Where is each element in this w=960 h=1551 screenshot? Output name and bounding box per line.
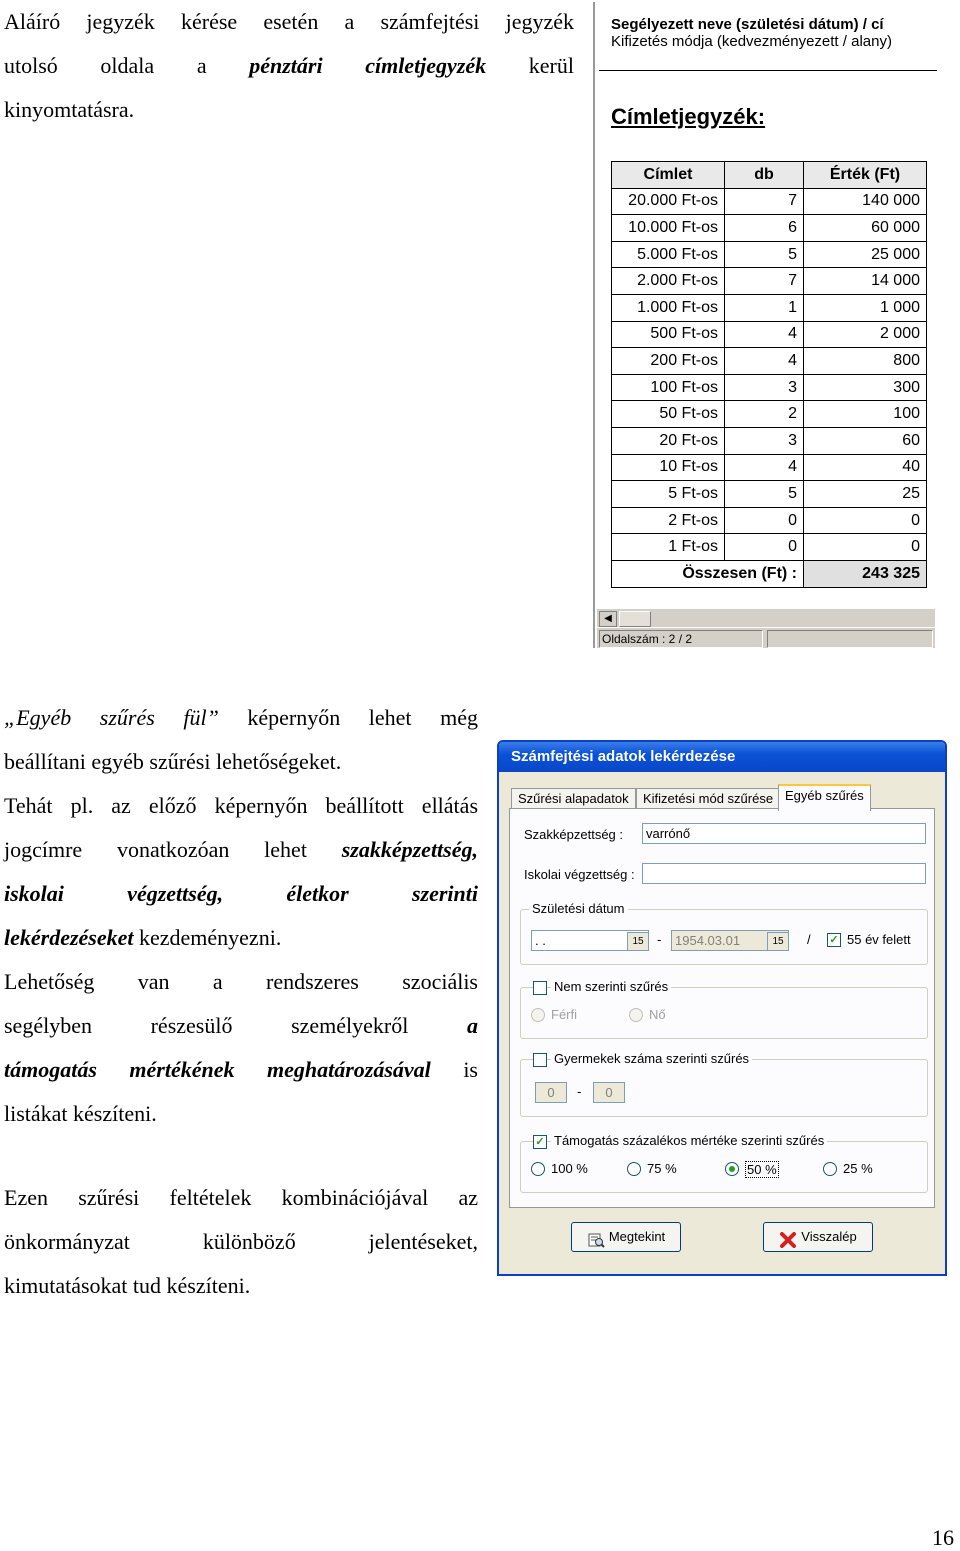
cell-cimlet: 1.000 Ft-os bbox=[612, 294, 725, 321]
cell-cimlet: 20 Ft-os bbox=[612, 427, 725, 454]
ferfi-label: Férfi bbox=[551, 1007, 577, 1022]
over55-label: 55 év felett bbox=[847, 932, 911, 947]
cell-cimlet: 10.000 Ft-os bbox=[612, 215, 725, 242]
tab-egyeb-szures[interactable]: Egyéb szűrés bbox=[778, 784, 871, 811]
report-header-line1: Segélyezett neve (születési dátum) / cí bbox=[611, 16, 884, 33]
cell-ertek: 60 000 bbox=[804, 215, 927, 242]
cell-db: 4 bbox=[725, 348, 804, 375]
filter-description-paragraph bbox=[4, 696, 478, 1136]
cell-db: 3 bbox=[725, 427, 804, 454]
cell-cimlet: 50 Ft-os bbox=[612, 401, 725, 428]
szakkepzettseg-label: Szakképzettség : bbox=[524, 827, 623, 842]
text-line: lekérdezéseket kezdeményezni. bbox=[4, 925, 282, 950]
table-header-row bbox=[612, 162, 927, 189]
cell-cimlet: 1 Ft-os bbox=[612, 534, 725, 561]
cell-ertek: 0 bbox=[804, 534, 927, 561]
cell-cimlet: 100 Ft-os bbox=[612, 374, 725, 401]
text-line: listákat készíteni. bbox=[4, 1101, 157, 1126]
cell-ertek: 800 bbox=[804, 348, 927, 375]
tab-panel-egyeb-szures bbox=[509, 808, 935, 1208]
szuletesi-datum-group bbox=[520, 901, 928, 965]
nem-szerinti-label: Nem szerinti szűrés bbox=[551, 979, 671, 994]
report-header-line2: Kifizetés módja (kedvezményezett / alany) bbox=[611, 33, 892, 50]
gyermek-to-input[interactable]: 0 bbox=[593, 1082, 625, 1103]
cell-db: 6 bbox=[725, 215, 804, 242]
cell-ertek: 140 000 bbox=[804, 188, 927, 215]
cell-ertek: 25 000 bbox=[804, 241, 927, 268]
table-row bbox=[612, 294, 927, 321]
text-line: utolsó oldala a pénztári címletjegyzék kerül bbox=[4, 53, 574, 78]
pct-25-radio[interactable] bbox=[823, 1162, 837, 1176]
table-row bbox=[612, 507, 927, 534]
cell-db: 3 bbox=[725, 374, 804, 401]
conclusion-paragraph bbox=[4, 1176, 478, 1308]
text-line: Ezen szűrési feltételek kombinációjával az bbox=[4, 1185, 478, 1210]
denomination-table bbox=[611, 161, 927, 588]
view-report-icon bbox=[587, 1230, 605, 1246]
table-row bbox=[612, 454, 927, 481]
text-line: önkormányzat különböző jelentéseket, bbox=[4, 1229, 478, 1254]
text-line: iskolai végzettség, életkor szerinti bbox=[4, 881, 478, 906]
text-line: Lehetőség van a rendszeres szociális bbox=[4, 969, 478, 994]
cell-cimlet: 2 Ft-os bbox=[612, 507, 725, 534]
szuletesi-datum-legend: Születési dátum bbox=[529, 901, 628, 916]
cell-cimlet: 20.000 Ft-os bbox=[612, 188, 725, 215]
visszalep-button[interactable] bbox=[763, 1222, 873, 1252]
table-row bbox=[612, 348, 927, 375]
horizontal-scrollbar[interactable] bbox=[597, 608, 935, 627]
cell-ertek: 60 bbox=[804, 427, 927, 454]
status-cell-empty bbox=[767, 630, 933, 648]
nem-szerinti-group bbox=[520, 979, 928, 1039]
tamogatas-group bbox=[520, 1133, 928, 1193]
tab-kifizetesi-mod-szurese[interactable]: Kifizetési mód szűrése bbox=[636, 788, 780, 809]
text-line: Tehát pl. az előző képernyőn beállított ellátás bbox=[4, 793, 478, 818]
no-radio[interactable] bbox=[629, 1008, 643, 1022]
pct-50-label: 50 % bbox=[747, 1162, 777, 1177]
radio-selected-dot bbox=[729, 1166, 735, 1172]
no-label: Nő bbox=[649, 1007, 666, 1022]
scrollbar-thumb[interactable] bbox=[619, 611, 651, 627]
text-line: jogcímre vonatkozóan lehet szakképzettség, bbox=[4, 837, 478, 862]
megtekint-button[interactable] bbox=[571, 1222, 681, 1252]
text-line: „Egyéb szűrés fül” képernyőn lehet még bbox=[4, 705, 478, 730]
cell-cimlet: 200 Ft-os bbox=[612, 348, 725, 375]
text-line: Aláíró jegyzék kérése esetén a számfejtési jegyzék bbox=[4, 9, 574, 34]
gyermekek-szama-label: Gyermekek száma szerinti szűrés bbox=[551, 1051, 752, 1066]
gyermek-range-separator: - bbox=[577, 1084, 582, 1099]
cimletjegyzek-report-screenshot bbox=[593, 2, 937, 648]
table-row bbox=[612, 241, 927, 268]
cell-ertek: 14 000 bbox=[804, 268, 927, 295]
table-row bbox=[612, 534, 927, 561]
slash-separator: / bbox=[807, 932, 811, 947]
date-from-input[interactable]: . . bbox=[531, 930, 649, 951]
table-row bbox=[612, 268, 927, 295]
cell-cimlet: 2.000 Ft-os bbox=[612, 268, 725, 295]
cell-ertek: 40 bbox=[804, 454, 927, 481]
text-line: kinyomtatásra. bbox=[4, 97, 135, 122]
cell-ertek: 25 bbox=[804, 481, 927, 508]
table-row bbox=[612, 401, 927, 428]
pct-75-label: 75 % bbox=[647, 1161, 677, 1176]
over55-checkbox[interactable]: ✓ bbox=[827, 933, 841, 947]
col-header-db: db bbox=[725, 162, 804, 189]
close-icon bbox=[779, 1230, 797, 1246]
iskolai-vegzettseg-input[interactable] bbox=[642, 863, 926, 884]
report-header bbox=[599, 10, 937, 71]
pct-100-label: 100 % bbox=[551, 1161, 588, 1176]
pct-100-radio[interactable] bbox=[531, 1162, 545, 1176]
pct-50-radio[interactable] bbox=[725, 1162, 739, 1176]
gyermekek-szama-checkbox[interactable] bbox=[533, 1053, 547, 1067]
table-row bbox=[612, 427, 927, 454]
table-row bbox=[612, 215, 927, 242]
cell-cimlet: 500 Ft-os bbox=[612, 321, 725, 348]
text-line: támogatás mértékének meghatározásával is bbox=[4, 1057, 478, 1082]
gyermek-from-input[interactable]: 0 bbox=[535, 1082, 567, 1103]
cell-ertek: 100 bbox=[804, 401, 927, 428]
szakkepzettseg-input[interactable]: varrónő bbox=[642, 823, 926, 844]
cell-db: 1 bbox=[725, 294, 804, 321]
ferfi-radio[interactable] bbox=[531, 1008, 545, 1022]
nem-szerinti-checkbox[interactable] bbox=[533, 981, 547, 995]
total-row bbox=[612, 560, 927, 587]
table-row bbox=[612, 481, 927, 508]
cell-ertek: 0 bbox=[804, 507, 927, 534]
col-header-ertek: Érték (Ft) bbox=[804, 162, 927, 189]
cell-cimlet: 5 Ft-os bbox=[612, 481, 725, 508]
tamogatas-checkbox[interactable]: ✓ bbox=[533, 1135, 547, 1149]
cell-ertek: 2 000 bbox=[804, 321, 927, 348]
status-bar bbox=[597, 628, 935, 648]
megtekint-label: Megtekint bbox=[608, 1229, 666, 1244]
cell-db: 5 bbox=[725, 241, 804, 268]
page-indicator: Oldalszám : 2 / 2 bbox=[599, 630, 763, 648]
cell-cimlet: 5.000 Ft-os bbox=[612, 241, 725, 268]
pct-75-radio[interactable] bbox=[627, 1162, 641, 1176]
tamogatas-label: Támogatás százalékos mértéke szerinti szűrés bbox=[551, 1133, 827, 1148]
table-row bbox=[612, 188, 927, 215]
text-line: segélyben részesülő személyekről a bbox=[4, 1013, 478, 1038]
table-row bbox=[612, 374, 927, 401]
dialog-title: Számfejtési adatok lekérdezése bbox=[499, 742, 945, 772]
iskolai-vegzettseg-label: Iskolai végzettség : bbox=[524, 867, 635, 882]
page-number: 16 bbox=[932, 1525, 954, 1550]
cell-db: 4 bbox=[725, 321, 804, 348]
cell-ertek: 300 bbox=[804, 374, 927, 401]
table-row bbox=[612, 321, 927, 348]
cell-db: 7 bbox=[725, 188, 804, 215]
scroll-left-arrow-icon[interactable]: ◀ bbox=[599, 611, 617, 627]
intro-paragraph bbox=[4, 0, 574, 132]
calendar-icon[interactable]: 15 bbox=[627, 932, 649, 951]
date-range-separator: - bbox=[657, 932, 662, 947]
cell-db: 5 bbox=[725, 481, 804, 508]
cell-db: 0 bbox=[725, 507, 804, 534]
cell-db: 4 bbox=[725, 454, 804, 481]
text-line: beállítani egyéb szűrési lehetőségeket. bbox=[4, 749, 342, 774]
gyermekek-szama-group bbox=[520, 1051, 928, 1117]
visszalep-label: Visszalép bbox=[801, 1229, 857, 1244]
calendar-icon[interactable]: 15 bbox=[767, 932, 789, 951]
cell-db: 2 bbox=[725, 401, 804, 428]
total-value: 243 325 bbox=[804, 560, 927, 587]
szamfejtesi-query-dialog bbox=[497, 740, 947, 1276]
pct-25-label: 25 % bbox=[843, 1161, 873, 1176]
date-to-input[interactable]: 1954.03.01 bbox=[671, 930, 789, 951]
cell-ertek: 1 000 bbox=[804, 294, 927, 321]
col-header-cimlet: Címlet bbox=[612, 162, 725, 189]
cell-db: 7 bbox=[725, 268, 804, 295]
cell-db: 0 bbox=[725, 534, 804, 561]
cell-cimlet: 10 Ft-os bbox=[612, 454, 725, 481]
tab-szuresi-alapadatok[interactable]: Szűrési alapadatok bbox=[511, 788, 636, 809]
text-line: kimutatásokat tud készíteni. bbox=[4, 1273, 251, 1298]
report-title: Címletjegyzék: bbox=[611, 104, 766, 129]
total-label: Összesen (Ft) : bbox=[612, 560, 804, 587]
